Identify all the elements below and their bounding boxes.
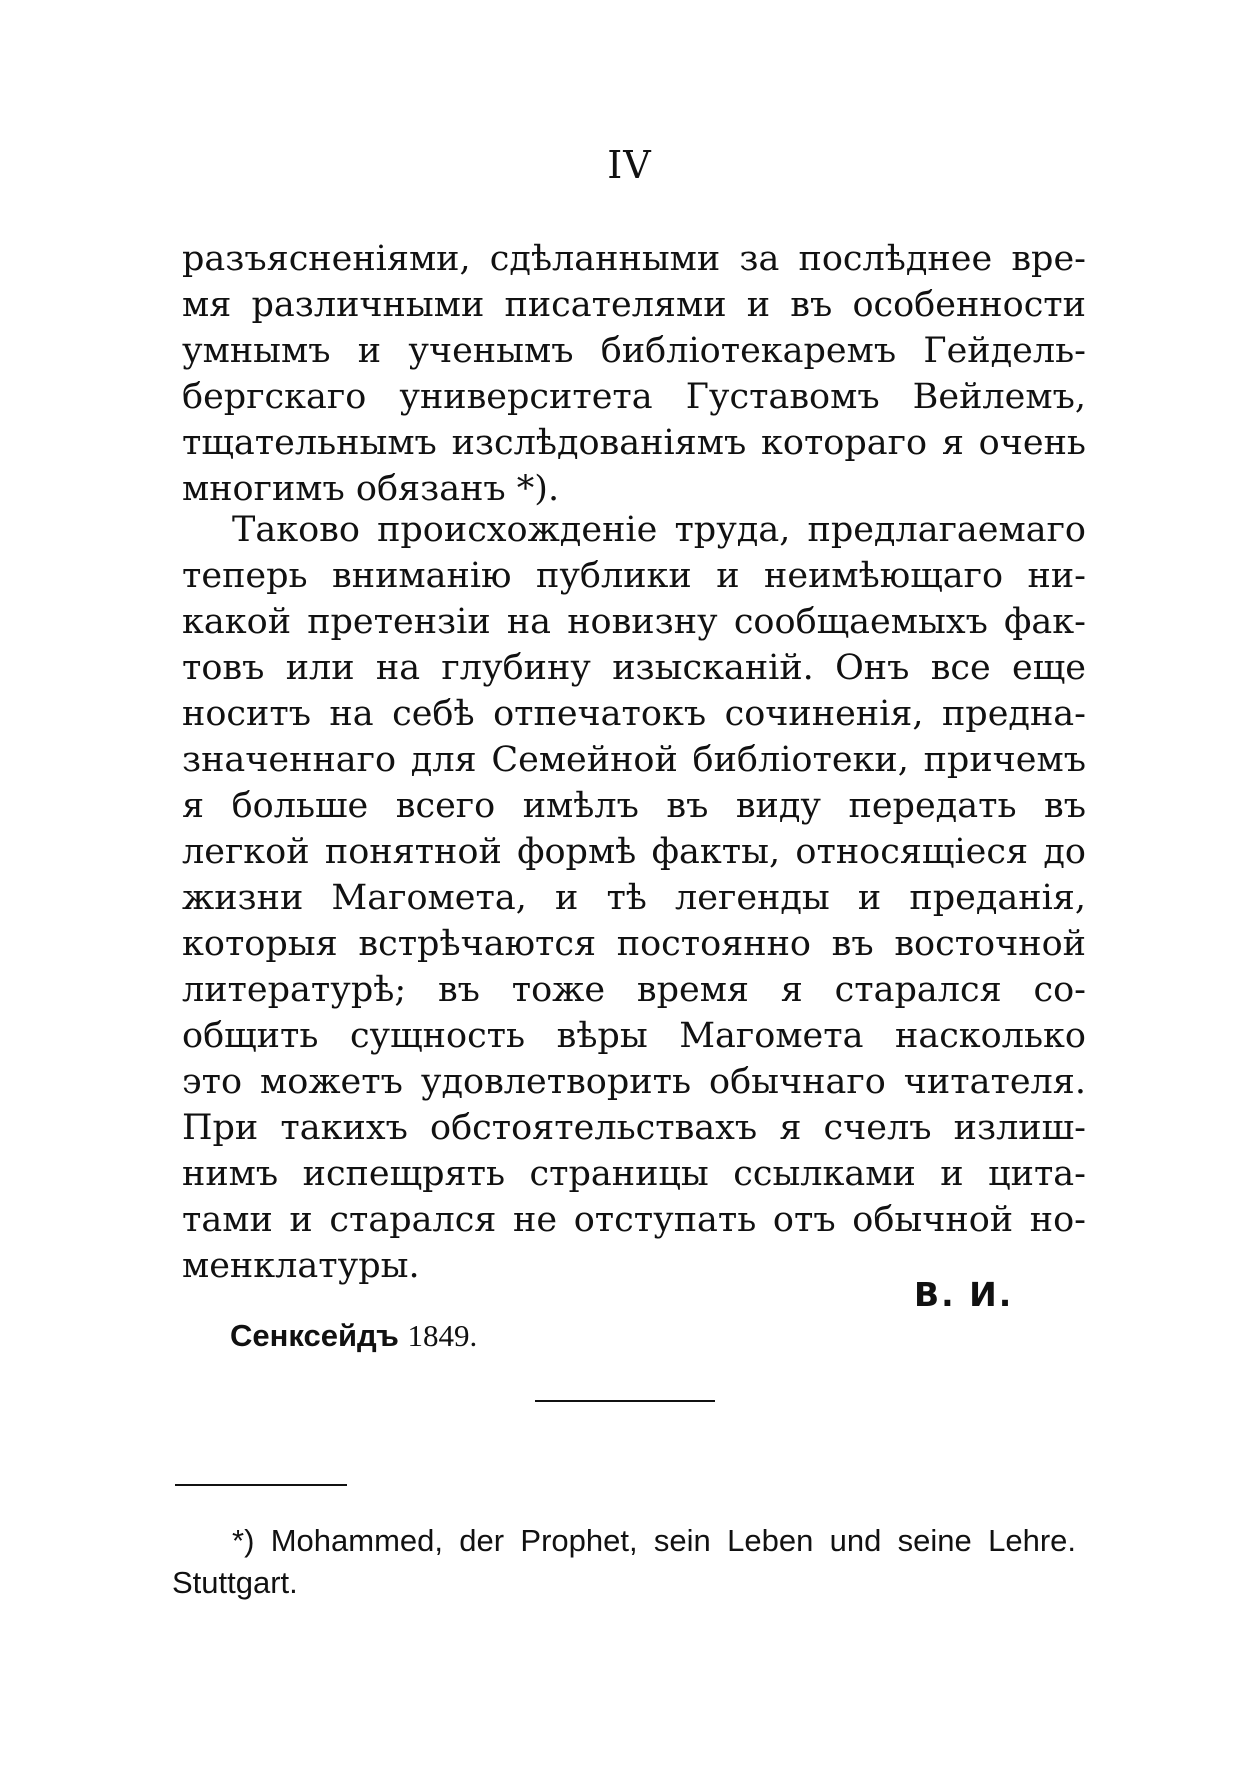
- text-line: которыя встрѣчаются постоянно въ восточной: [182, 924, 1086, 964]
- text-line: я больше всего имѣлъ въ виду передать въ: [182, 786, 1086, 826]
- place-date: [230, 1318, 477, 1354]
- text-line: теперь вниманію публики и неимѣющаго ни-: [182, 556, 1086, 596]
- author-initials: В. И.: [914, 1275, 1014, 1314]
- place-name: Сенксейдъ: [230, 1318, 399, 1353]
- text-line: бергскаго университета Густавомъ Вейлемъ,: [182, 377, 1086, 417]
- text-line: разъясненіями, сдѣланными за послѣднее вре-: [182, 239, 1086, 279]
- text-line: легкой понятной формѣ факты, относящіеся до: [182, 832, 1086, 872]
- text-line: литературѣ; въ тоже время я старался со-: [182, 970, 1086, 1010]
- text-line: это можетъ удовлетворить обычнаго читателя.: [182, 1062, 1086, 1102]
- text-line: менклатуры.: [182, 1246, 420, 1286]
- year: 1849.: [407, 1318, 478, 1353]
- text-line: жизни Магомета, и тѣ легенды и преданія,: [182, 878, 1086, 918]
- text-line: нимъ испещрять страницы ссылками и цита-: [182, 1154, 1086, 1194]
- text-line: При такихъ обстоятельствахъ я счелъ излиш-: [182, 1108, 1086, 1148]
- paragraph-2: [182, 507, 1086, 1289]
- text-line: Таково происхожденіе труда, предлагаемаго: [232, 510, 1086, 550]
- paragraph-1: [182, 236, 1086, 512]
- text-line: носитъ на себѣ отпечатокъ сочиненія, предна-: [182, 694, 1086, 734]
- text-line: какой претензіи на новизну сообщаемыхъ фак-: [182, 602, 1086, 642]
- text-line: товъ или на глубину изысканій. Онъ все еще: [182, 648, 1086, 688]
- footnote-separator: [175, 1484, 347, 1486]
- text-line: значеннаго для Семейной библіотеки, причемъ: [182, 740, 1086, 780]
- text-line: тщательнымъ изслѣдованіямъ котораго я очень: [182, 423, 1086, 463]
- footnote-line: Stuttgart.: [172, 1565, 298, 1600]
- text-line: тами и старался не отступать отъ обычной но-: [182, 1200, 1086, 1240]
- page-number: IV: [607, 143, 652, 187]
- footnote: [172, 1520, 1076, 1604]
- text-line: умнымъ и ученымъ библіотекаремъ Гейдель-: [182, 331, 1086, 371]
- footnote-line: *) Mohammed, der Prophet, sein Leben und seine Lehre.: [232, 1523, 1076, 1558]
- text-line: многимъ обязанъ *).: [182, 469, 560, 509]
- text-line: мя различными писателями и въ особенности: [182, 285, 1086, 325]
- text-line: общить сущность вѣры Магомета насколько: [182, 1016, 1086, 1056]
- section-end-rule: [535, 1400, 715, 1402]
